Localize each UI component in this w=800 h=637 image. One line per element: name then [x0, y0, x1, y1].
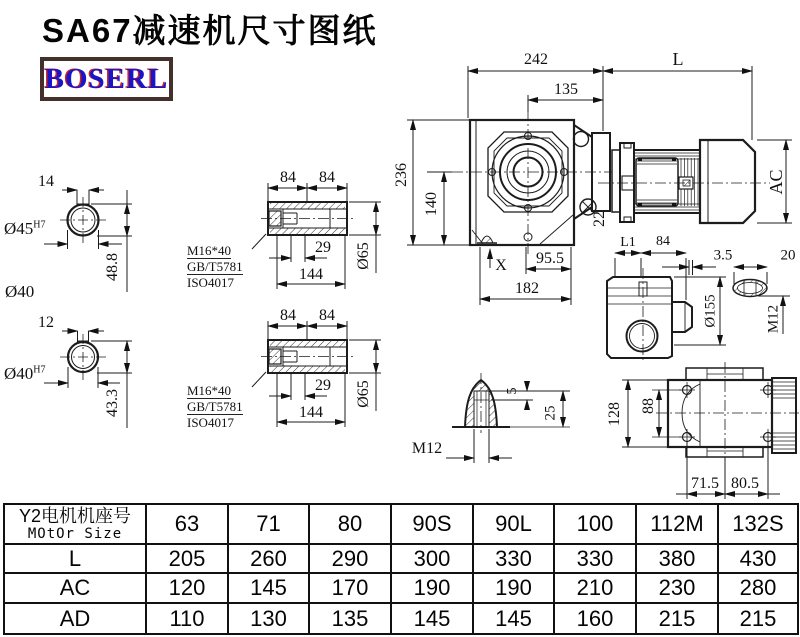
label-x: X	[495, 257, 507, 274]
table-row-L	[4, 544, 798, 573]
dim-43-3: 43.3	[104, 389, 121, 417]
bolt-std-iso-2: ISO4017	[187, 415, 234, 430]
dim-144-top: 144	[299, 266, 323, 283]
cell: 120	[146, 573, 228, 603]
col-112M: 112M	[636, 504, 718, 544]
dim-155: Ø155	[702, 294, 719, 328]
dim-135: 135	[554, 81, 578, 98]
cell: 170	[309, 573, 391, 603]
cell: 215	[718, 603, 798, 634]
cell: 330	[473, 544, 554, 573]
dim-84b-top: 84	[319, 169, 335, 186]
motor-size-table	[3, 503, 799, 635]
bolt-note-top	[187, 243, 243, 290]
dim-95-5: 95.5	[536, 250, 564, 267]
col-71: 71	[228, 504, 309, 544]
cell: 210	[554, 573, 636, 603]
cell: 160	[554, 603, 636, 634]
dim-236: 236	[393, 163, 410, 187]
cell: 300	[391, 544, 473, 573]
page-title: SA67减速机尺寸图纸	[42, 12, 378, 49]
dim-20: 20	[780, 247, 796, 264]
cell: 290	[309, 544, 391, 573]
dim-25: 25	[542, 405, 559, 421]
dim-29-top: 29	[315, 239, 331, 256]
motor-size-label-en: MOtOr Size	[27, 526, 123, 542]
table-header-cell	[4, 504, 146, 544]
cell: 190	[391, 573, 473, 603]
col-63: 63	[146, 504, 228, 544]
bolt-std-iso: ISO4017	[187, 275, 234, 290]
cell: 110	[146, 603, 228, 634]
col-100: 100	[554, 504, 636, 544]
cell: 430	[718, 544, 798, 573]
dim-242: 242	[524, 51, 548, 68]
col-80: 80	[309, 504, 391, 544]
cell: 205	[146, 544, 228, 573]
cell: 135	[309, 603, 391, 634]
bolt-spec: M16*40	[187, 243, 232, 258]
dim-key-12: 12	[38, 314, 54, 331]
cell: 190	[473, 573, 554, 603]
table-row-AD	[4, 603, 798, 634]
col-132S: 132S	[718, 504, 798, 544]
dim-84a-top: 84	[280, 169, 296, 186]
dim-84-side: 84	[656, 234, 670, 249]
dim-84a-bot: 84	[280, 307, 296, 324]
dim-dia-40	[4, 365, 46, 382]
dim-5: 5	[505, 387, 520, 395]
dim-88: 88	[640, 398, 657, 414]
row-label-L: L	[4, 544, 146, 573]
cell: 280	[718, 573, 798, 603]
bolt-std-gb-2: GB/T5781	[187, 399, 243, 414]
dim-dia-45	[4, 220, 46, 237]
dia-45-tol: H7	[33, 219, 46, 231]
dim-65-top: Ø65	[355, 242, 372, 270]
row-label-AD: AD	[4, 603, 146, 634]
dim-L: L	[672, 49, 684, 69]
col-90L: 90L	[473, 504, 554, 544]
dim-3-5: 3.5	[713, 247, 733, 264]
dim-48-8: 48.8	[104, 253, 121, 281]
table-row-AC	[4, 573, 798, 603]
cell: 215	[636, 603, 718, 634]
cell: 260	[228, 544, 309, 573]
dim-L1: L1	[620, 235, 636, 250]
dim-M12-detail: M12	[411, 440, 443, 457]
bolt-std-gb: GB/T5781	[187, 259, 243, 274]
cell: 145	[473, 603, 554, 634]
dia-40-value: Ø40	[4, 364, 34, 383]
dim-71-5: 71.5	[691, 475, 719, 492]
row-label-AC: AC	[4, 573, 146, 603]
dia-45-value: Ø45	[4, 219, 34, 238]
cell: 145	[391, 603, 473, 634]
dim-65-bot: Ø65	[355, 380, 372, 408]
dim-80-5: 80.5	[731, 475, 759, 492]
dim-22: 22	[591, 211, 608, 227]
dim-144-bot: 144	[299, 404, 323, 421]
dim-84b-bot: 84	[319, 307, 335, 324]
dim-140: 140	[423, 192, 440, 216]
cell: 130	[228, 603, 309, 634]
boserl-logo	[40, 57, 173, 101]
col-90S: 90S	[391, 504, 473, 544]
boserl-logo-text: BOSERL	[44, 62, 169, 95]
cell: 145	[228, 573, 309, 603]
motor-size-label-cn: Y2电机机座号	[18, 506, 132, 526]
dim-29-bot: 29	[315, 377, 331, 394]
dim-M12-side: M12	[765, 304, 782, 334]
label-dia-40: Ø40	[5, 282, 35, 301]
bolt-note-bottom	[187, 383, 243, 430]
dia-40-tol: H7	[33, 364, 46, 376]
dim-key-14: 14	[38, 173, 54, 190]
cell: 330	[554, 544, 636, 573]
bolt-spec-2: M16*40	[187, 383, 232, 398]
dim-182: 182	[515, 280, 539, 297]
table-header-row	[4, 504, 798, 544]
dim-AC: AC	[766, 169, 786, 195]
cell: 230	[636, 573, 718, 603]
cell: 380	[636, 544, 718, 573]
dim-128: 128	[606, 402, 623, 426]
